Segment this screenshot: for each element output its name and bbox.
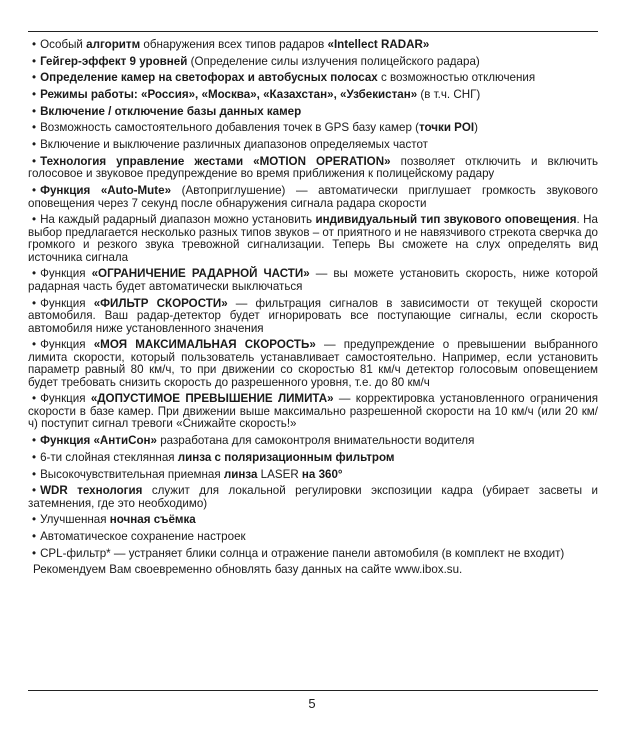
feature-emphasis: «МОЯ МАКСИМАЛЬНАЯ СКОРОСТЬ» — [93, 338, 316, 352]
bullet-icon: • — [32, 138, 37, 152]
feature-text: Функция — [40, 392, 91, 406]
feature-text: 6-ти слойная стеклянная — [40, 450, 178, 464]
feature-text: Особый — [40, 38, 87, 51]
feature-item — [28, 393, 598, 431]
feature-text: Улучшенная — [40, 513, 110, 527]
bullet-icon: • — [32, 546, 37, 560]
feature-emphasis: «ФИЛЬТР СКОРОСТИ» — [93, 296, 228, 310]
feature-text: На каждый радарный диапазон можно установить — [40, 213, 316, 227]
feature-text: Функция — [40, 267, 92, 281]
bullet-icon: • — [32, 267, 37, 281]
feature-text: (Определение силы излучения полицейского радара) — [187, 54, 480, 68]
feature-item — [28, 122, 598, 135]
bottom-rule — [28, 690, 598, 691]
feature-item — [28, 214, 598, 264]
bullet-icon: • — [32, 154, 37, 168]
feature-text: (Автоприглушение) — автоматически приглушает громкость звукового оповещения через 7 секунд после обнаружения сигнала радара скорости — [28, 184, 598, 210]
recommendation-text: Рекомендуем Вам своевременно обновлять базу данных на сайте www.ibox.su. — [33, 563, 463, 577]
feature-list — [28, 39, 598, 577]
feature-emphasis: Технология управление жестами «MOTION OPERATION» — [40, 154, 391, 168]
feature-text: CPL-фильтр* — устраняет блики солнца и отражение панели автомобиля (в комплект не входит) — [40, 546, 565, 560]
feature-text: — предупреждение о превышении выбранного лимита скорости, который пользователь устанавливает самостоятельно. Например, если установить параметр равный 80 км/ч, то при движении со скоростью 81 км/ч детектор голосовым оповещением будет требовать снизить скорость до разрешенного уровня, т.е. до 80 км/ч — [28, 338, 598, 389]
feature-text: Автоматическое сохранение настроек — [40, 530, 246, 544]
feature-text: служит для локальной регулировки экспозиции кадра (убирает засветы и затемнения, где это необходимо) — [28, 484, 598, 510]
feature-item — [28, 548, 598, 561]
bullet-icon: • — [32, 513, 37, 527]
bullet-icon: • — [32, 467, 37, 481]
feature-item — [28, 185, 598, 210]
page-number: 5 — [308, 696, 316, 711]
bullet-icon: • — [32, 54, 37, 68]
feature-item — [28, 339, 598, 389]
bullet-icon: • — [32, 184, 37, 197]
bullet-icon: • — [32, 392, 37, 406]
feature-emphasis: Функция «АнтиСон» — [40, 434, 157, 448]
bullet-icon: • — [32, 450, 37, 464]
feature-emphasis: «ДОПУСТИМОЕ ПРЕВЫШЕНИЕ ЛИМИТА» — [90, 392, 334, 406]
feature-text: (в т.ч. СНГ) — [417, 88, 481, 102]
bullet-icon: • — [32, 71, 37, 85]
feature-emphasis: линза с поляризационным фильтром — [177, 450, 395, 464]
feature-text: LASER — [257, 467, 302, 481]
feature-item — [28, 39, 598, 52]
feature-item — [28, 89, 598, 102]
feature-text: позволяет отключить и включить голосовое и звуковое предупреждение во время приближения к полицейскому радару — [28, 154, 598, 181]
feature-text: разработана для самоконтроля внимательности водителя — [157, 434, 475, 448]
bullet-icon: • — [32, 38, 37, 51]
bullet-icon: • — [32, 296, 37, 310]
feature-item — [28, 106, 598, 119]
feature-text: Возможность самостоятельного добавления точек в GPS базу камер ( — [40, 121, 419, 135]
feature-text: . На выбор предлагается несколько разных типов звуков – от приятного и не навязчивого стрекота сверчка до громкого и резкого звука тревожной сигнализации. Теперь Вы сможете на слух определять вид источника сигнала — [28, 213, 599, 264]
feature-emphasis: Функция «Auto-Mute» — [40, 184, 172, 197]
feature-item — [28, 514, 598, 527]
feature-emphasis: линза — [223, 467, 258, 481]
feature-text: — корректировка установленного ограничения скорости в базе камер. При движении выше максимально разрешенной скорости на 10 км/ч (или 20 км/ч) поступит сигнал тревоги «Снижайте скорость!» — [28, 392, 598, 431]
bullet-icon: • — [32, 121, 37, 135]
feature-item — [28, 268, 598, 293]
feature-text: Высокочувствительная приемная — [40, 467, 224, 481]
bullet-icon: • — [32, 484, 37, 498]
feature-text: — фильтрация сигналов в зависимости от текущей скорости автомобиля. Ваш радар-детектор будет игнорировать все поступающие сигналы, если скорость автомобиля ниже установленного значения — [28, 296, 598, 335]
feature-item — [28, 298, 598, 336]
bullet-icon: • — [32, 434, 37, 448]
feature-text: — вы можете установить скорость, ниже которой радарная часть будет автоматически выключаться — [28, 267, 599, 293]
feature-emphasis: Включение / отключение базы данных камер — [40, 104, 302, 118]
feature-emphasis: Определение камер на светофорах и автобусных полосах — [40, 71, 378, 85]
bullet-icon: • — [32, 530, 37, 544]
feature-item — [28, 56, 598, 69]
bullet-icon: • — [32, 88, 37, 102]
feature-emphasis: WDR технология — [40, 484, 143, 498]
feature-emphasis: алгоритм — [86, 38, 141, 51]
feature-emphasis: индивидуальный тип звукового оповещения — [315, 213, 577, 227]
feature-text: обнаружения всех типов радаров — [140, 38, 328, 51]
feature-emphasis: точки POI — [418, 121, 475, 135]
feature-item — [28, 452, 598, 465]
feature-item — [28, 72, 598, 85]
feature-emphasis: на 360° — [301, 467, 343, 481]
feature-item — [28, 485, 598, 510]
feature-emphasis: Гейгер-эффект 9 уровней — [40, 54, 188, 68]
feature-text: Функция — [40, 296, 94, 310]
feature-item — [28, 156, 598, 181]
bullet-icon: • — [32, 338, 37, 352]
feature-item — [28, 531, 598, 544]
feature-item — [28, 469, 598, 482]
feature-emphasis: «Intellect RADAR» — [327, 38, 430, 51]
top-rule — [28, 31, 598, 32]
feature-text: Функция — [40, 338, 94, 352]
feature-item — [28, 435, 598, 448]
feature-emphasis: Режимы работы: «Россия», «Москва», «Казахстан», «Узбекистан» — [40, 88, 418, 102]
feature-text: Включение и выключение различных диапазонов определяемых частот — [40, 138, 428, 152]
bullet-icon: • — [32, 104, 37, 118]
feature-emphasis: ночная съёмка — [109, 513, 196, 527]
feature-text: с возможностью отключения — [377, 71, 536, 85]
feature-item — [28, 139, 598, 152]
feature-text: ) — [474, 121, 479, 135]
feature-emphasis: «ОГРАНИЧЕНИЕ РАДАРНОЙ ЧАСТИ» — [91, 267, 310, 281]
bullet-icon: • — [32, 213, 37, 227]
